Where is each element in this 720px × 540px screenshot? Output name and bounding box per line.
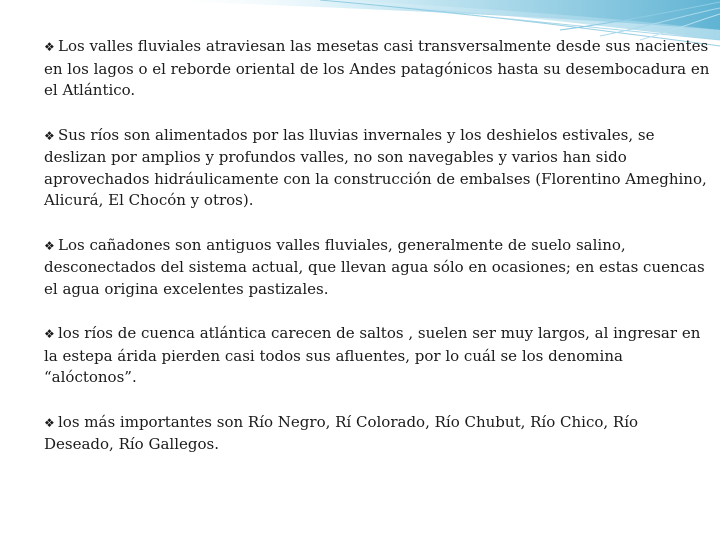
diamond-bullet-icon: ❖ — [44, 238, 55, 253]
bullet-text: Los cañadones son antiguos valles fluviales, generalmente de suelo salino, desconectados del sistema actual, que llevan agua sólo en ocasiones; en estas cuencas el agua origina excelentes pastizales. — [44, 235, 705, 298]
bullet-text: Los valles fluviales atraviesan las mesetas casi transversalmente desde sus nacientes en los lagos o el reborde oriental de los Andes patagónicos hasta su desembocadura en el Atlántico. — [44, 37, 710, 99]
bullet-item — [44, 323, 712, 389]
diamond-bullet-icon: ❖ — [44, 40, 55, 54]
diamond-bullet-icon: ❖ — [44, 415, 55, 430]
bullet-item — [44, 125, 712, 212]
bullet-text: los ríos de cuenca atlántica carecen de saltos , suelen ser muy largos, al ingresar en la estepa árida pierden casi todos sus afluentes, por lo cuál se los denomina “alóctonos”. — [44, 324, 701, 386]
bullet-list — [44, 36, 712, 479]
bullet-text: Sus ríos son alimentados por las lluvias invernales y los deshielos estivales, se deslizan por amplios y profundos valles, no son navegables y varios han sido aprovechados hidráulicamente con la construcción de embalses (Florentino Ameghino, Alicurá, El Chocón y otros). — [44, 125, 707, 209]
diamond-bullet-icon: ❖ — [44, 327, 55, 341]
bullet-item — [44, 36, 712, 102]
bullet-item — [44, 235, 712, 301]
bullet-text: los más importantes son Río Negro, Rí Colorado, Río Chubut, Río Chico, Río Deseado, Río Gallegos. — [44, 412, 639, 453]
bullet-item — [44, 412, 712, 456]
diamond-bullet-icon: ❖ — [44, 128, 55, 143]
